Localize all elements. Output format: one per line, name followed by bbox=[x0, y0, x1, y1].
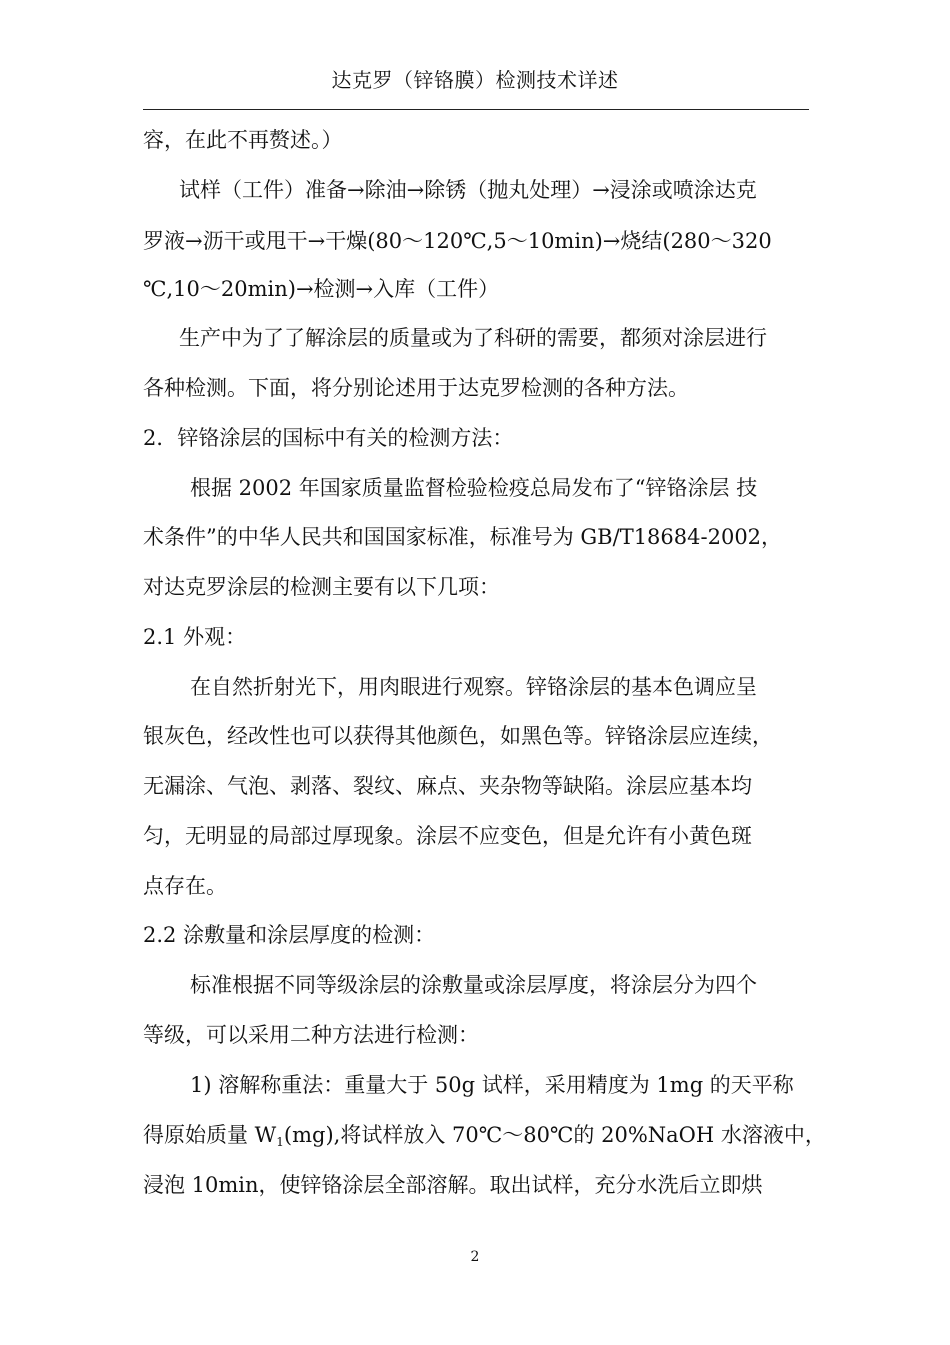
text-line: 浸泡 10min，使锌铬涂层全部溶解。取出试样，充分水洗后立即烘 bbox=[143, 1173, 763, 1197]
text-line: 根据 2002 年国家质量监督检验检疫总局发布了“锌铬涂层 技 bbox=[190, 476, 758, 500]
section-heading: 2．锌铬涂层的国标中有关的检测方法： bbox=[143, 426, 514, 450]
section-heading: 2.2 涂敷量和涂层厚度的检测： bbox=[143, 923, 436, 947]
page-header-title: 达克罗（锌铬膜）检测技术详述 bbox=[331, 68, 619, 92]
text-line: ℃,10～20min)→检测→入库（工件） bbox=[143, 277, 500, 301]
text-fragment: 得原始质量 W bbox=[143, 1123, 277, 1147]
text-line: 罗液→沥干或甩干→干燥(80～120℃,5～10min)→烧结(280～320 bbox=[143, 229, 772, 253]
text-line: 匀，无明显的局部过厚现象。涂层不应变色，但是允许有小黄色斑 bbox=[143, 824, 752, 848]
text-line bbox=[143, 1120, 826, 1157]
text-line: 试样（工件）准备→除油→除锈（抛丸处理）→浸涂或喷涂达克 bbox=[179, 178, 757, 202]
text-line: 无漏涂、气泡、剥落、裂纹、麻点、夹杂物等缺陷。涂层应基本均 bbox=[143, 774, 752, 798]
text-line: 容，在此不再赘述。） bbox=[143, 128, 343, 152]
text-line: 生产中为了了解涂层的质量或为了科研的需要，都须对涂层进行 bbox=[179, 326, 767, 350]
text-line: 1) 溶解称重法：重量大于 50g 试样，采用精度为 1mg 的天平称 bbox=[190, 1073, 794, 1097]
text-line: 等级，可以采用二种方法进行检测： bbox=[143, 1023, 479, 1047]
text-line: 各种检测。下面，将分别论述用于达克罗检测的各种方法。 bbox=[143, 376, 689, 400]
text-line: 银灰色，经改性也可以获得其他颜色，如黑色等。锌铬涂层应连续， bbox=[143, 724, 773, 748]
text-line: 术条件”的中华人民共和国国家标准，标准号为 GB/T18684-2002， bbox=[143, 525, 783, 549]
text-line: 在自然折射光下，用肉眼进行观察。锌铬涂层的基本色调应呈 bbox=[190, 675, 757, 699]
text-line: 对达克罗涂层的检测主要有以下几项： bbox=[143, 575, 500, 599]
page-number: 2 bbox=[470, 1249, 480, 1265]
text-line: 点存在。 bbox=[143, 874, 227, 898]
header-rule bbox=[143, 109, 809, 110]
section-heading: 2.1 外观： bbox=[143, 625, 247, 649]
subscript: 1 bbox=[276, 1135, 284, 1149]
text-fragment: (mg),将试样放入 70℃～80℃的 20%NaOH 水溶液中， bbox=[283, 1123, 826, 1147]
text-line: 标准根据不同等级涂层的涂敷量或涂层厚度，将涂层分为四个 bbox=[190, 973, 757, 997]
